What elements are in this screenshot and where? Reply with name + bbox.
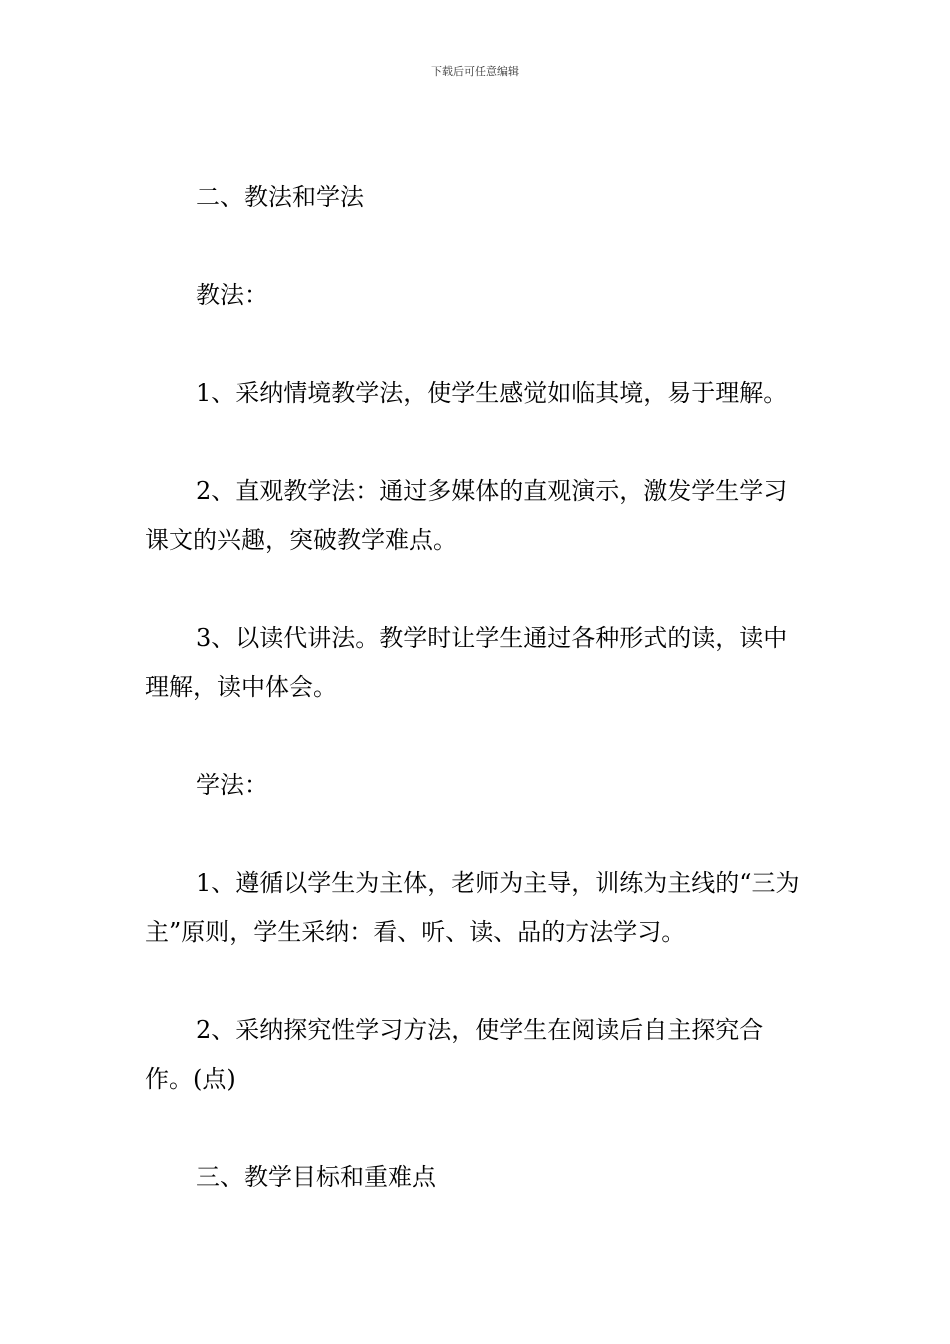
learning-method-item-2: 2、采纳探究性学习方法，使学生在阅读后自主探究合作。(点)	[145, 1016, 764, 1093]
teaching-method-item-3: 3、以读代讲法。教学时让学生通过各种形式的读，读中理解，读中体会。	[145, 624, 788, 701]
teaching-method-item-1: 1、采纳情境教学法，使学生感觉如临其境，易于理解。	[196, 379, 788, 407]
subheading-learning-methods: 学法：	[196, 771, 268, 799]
section-heading-methods: 二、教法和学法	[196, 183, 364, 211]
subheading-teaching-methods: 教法：	[196, 281, 268, 309]
document-body	[145, 173, 810, 1251]
learning-method-item-1: 1、遵循以学生为主体，老师为主导，训练为主线的“三为主”原则，学生采纳：看、听、读、品的方法学习。	[145, 869, 800, 946]
page-header-note: 下载后可任意编辑	[431, 65, 519, 78]
section-heading-objectives: 三、教学目标和重难点	[196, 1163, 436, 1191]
teaching-method-item-2: 2、直观教学法：通过多媒体的直观演示，激发学生学习课文的兴趣，突破教学难点。	[145, 477, 788, 554]
